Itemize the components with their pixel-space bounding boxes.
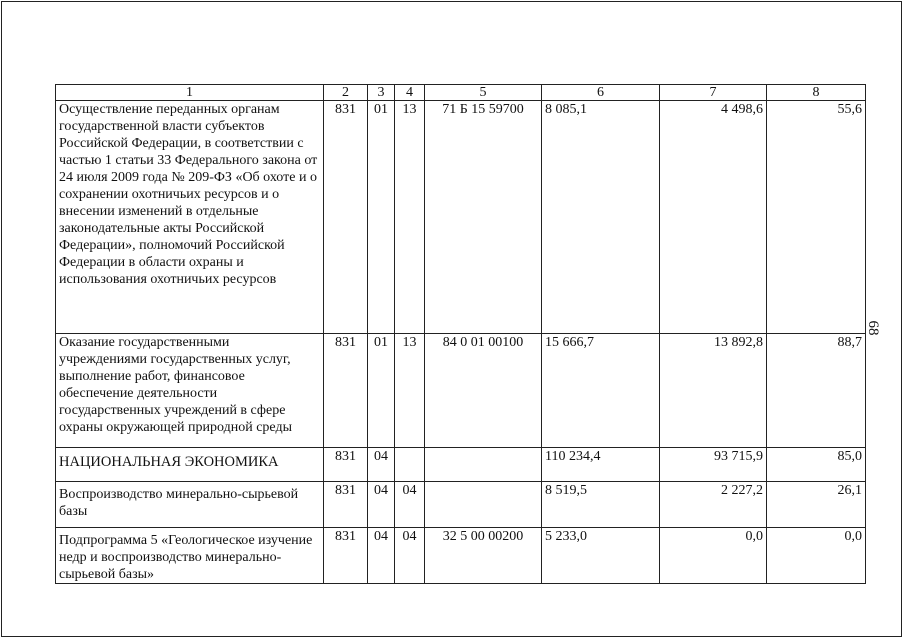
header-col-3: 3 <box>368 85 395 101</box>
cell-c3: 04 <box>368 448 395 482</box>
cell-c5: 84 0 01 00100 <box>425 334 542 448</box>
cell-c7: 0,0 <box>660 528 767 584</box>
cell-c6: 110 234,4 <box>542 448 660 482</box>
table-row <box>56 528 866 584</box>
cell-c6: 15 666,7 <box>542 334 660 448</box>
cell-c7: 4 498,6 <box>660 101 767 334</box>
row-name: Воспроизводство минерально-сырьевой базы <box>56 482 324 528</box>
cell-c6: 8 085,1 <box>542 101 660 334</box>
header-col-4: 4 <box>395 85 425 101</box>
cell-c5: 71 Б 15 59700 <box>425 101 542 334</box>
row-name: Осуществление переданных органам государственной власти субъектов Российской Федерации, в соответствии с частью 1 статьи 33 Федерального закона от 24 июля 2009 года № 209-ФЗ «Об охоте и о сохранении охотничьих ресурсов и о внесении изменений в отдельные законодательные акты Российской Федерации», полномочий Российской Федерации в области охраны и использования охотничьих ресурсов <box>56 101 324 334</box>
cell-c2: 831 <box>324 101 368 334</box>
cell-c4: 13 <box>395 334 425 448</box>
cell-c6: 8 519,5 <box>542 482 660 528</box>
row-name: НАЦИОНАЛЬНАЯ ЭКОНОМИКА <box>56 448 324 482</box>
cell-c3: 01 <box>368 101 395 334</box>
budget-table <box>55 84 866 584</box>
cell-c2: 831 <box>324 334 368 448</box>
page-number: 68 <box>865 320 881 336</box>
cell-c8: 85,0 <box>767 448 866 482</box>
cell-c7: 2 227,2 <box>660 482 767 528</box>
cell-c3: 01 <box>368 334 395 448</box>
cell-c4: 04 <box>395 528 425 584</box>
cell-c7: 13 892,8 <box>660 334 767 448</box>
cell-c3: 04 <box>368 528 395 584</box>
cell-c6: 5 233,0 <box>542 528 660 584</box>
cell-c5: 32 5 00 00200 <box>425 528 542 584</box>
cell-c4 <box>395 448 425 482</box>
cell-c3: 04 <box>368 482 395 528</box>
header-col-8: 8 <box>767 85 866 101</box>
cell-c7: 93 715,9 <box>660 448 767 482</box>
cell-c8: 0,0 <box>767 528 866 584</box>
cell-c2: 831 <box>324 528 368 584</box>
header-row <box>56 85 866 101</box>
header-col-2: 2 <box>324 85 368 101</box>
table-row <box>56 334 866 448</box>
header-col-5: 5 <box>425 85 542 101</box>
cell-c4: 04 <box>395 482 425 528</box>
table-row <box>56 448 866 482</box>
cell-c5 <box>425 482 542 528</box>
cell-c8: 88,7 <box>767 334 866 448</box>
cell-c8: 55,6 <box>767 101 866 334</box>
row-name: Оказание государственными учреждениями государственных услуг, выполнение работ, финансовое обеспечение деятельности государственных учреждений в сфере охраны окружающей природной среды <box>56 334 324 448</box>
header-col-6: 6 <box>542 85 660 101</box>
table-row <box>56 482 866 528</box>
header-col-7: 7 <box>660 85 767 101</box>
cell-c4: 13 <box>395 101 425 334</box>
header-col-1: 1 <box>56 85 324 101</box>
cell-c2: 831 <box>324 482 368 528</box>
table-row <box>56 101 866 334</box>
cell-c2: 831 <box>324 448 368 482</box>
cell-c5 <box>425 448 542 482</box>
cell-c8: 26,1 <box>767 482 866 528</box>
row-name: Подпрограмма 5 «Геологическое изучение недр и воспроизводство минерально-сырьевой базы» <box>56 528 324 584</box>
